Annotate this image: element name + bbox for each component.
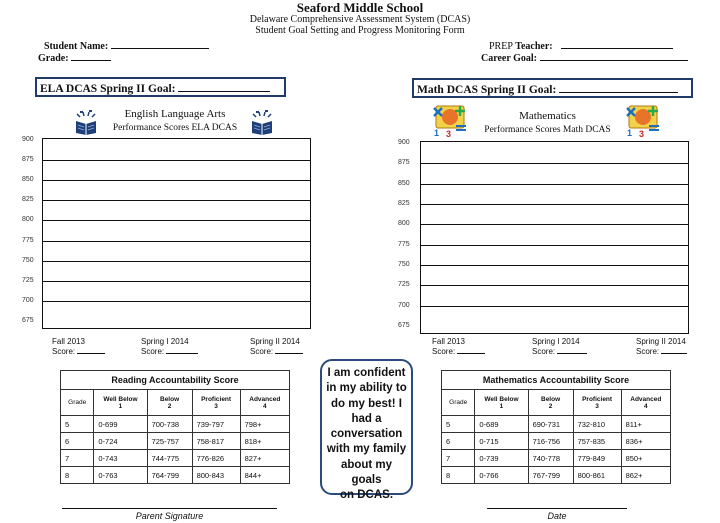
- score-field[interactable]: [557, 346, 587, 354]
- score-cell: 725-757: [147, 433, 192, 450]
- ela-goal-label: ELA DCAS Spring II Goal:: [40, 83, 176, 95]
- gridline: [42, 261, 311, 262]
- gridline: [420, 265, 689, 266]
- score-cell: 0-715: [475, 433, 528, 450]
- ela-season-spring1: [141, 337, 198, 356]
- y-tick-label: 825: [22, 196, 34, 204]
- pledge-line: I am confident: [327, 367, 406, 379]
- gridline: [42, 160, 311, 161]
- grade-cell: 8: [61, 467, 94, 484]
- teacher-label: Teacher:: [515, 41, 553, 52]
- season-label: Spring I 2014: [141, 337, 189, 346]
- math-season-fall: [432, 337, 485, 356]
- gridline: [42, 301, 311, 302]
- math-accountability-table: [441, 370, 671, 484]
- score-cell: 827+: [240, 450, 289, 467]
- reading-table-title: Reading Accountability Score: [61, 371, 290, 390]
- score-label: Score:: [532, 347, 556, 356]
- score-row: [141, 346, 198, 356]
- math-season-spring1: [532, 337, 587, 356]
- svg-text:1: 1: [434, 128, 440, 138]
- math-numbers-icon-right: [625, 104, 661, 138]
- score-cell: 740-778: [528, 450, 573, 467]
- col-header-grade: Grade: [442, 390, 475, 416]
- score-cell: 0-743: [94, 450, 147, 467]
- table-row: [442, 450, 671, 467]
- ela-subject-title: English Language Arts: [124, 108, 226, 120]
- career-goal-field[interactable]: [540, 51, 688, 61]
- pledge-line: about my goals: [340, 458, 393, 487]
- score-cell: 0-763: [94, 467, 147, 484]
- score-row: [432, 346, 485, 356]
- y-tick-label: 700: [398, 301, 410, 309]
- table-row: [61, 416, 290, 433]
- score-cell: 811+: [621, 416, 670, 433]
- score-cell: 862+: [621, 467, 670, 484]
- gridline: [420, 306, 689, 307]
- score-cell: 758-817: [192, 433, 240, 450]
- grade-field[interactable]: [71, 51, 111, 61]
- grade-cell: 8: [442, 467, 475, 484]
- y-tick-label: 850: [398, 179, 410, 187]
- score-cell: 0-739: [475, 450, 528, 467]
- y-tick-label: 725: [398, 281, 410, 289]
- svg-text:3: 3: [446, 129, 452, 138]
- y-tick-label: 775: [398, 240, 410, 248]
- table-row: [61, 433, 290, 450]
- gridline: [42, 180, 311, 181]
- math-table-title: Mathematics Accountability Score: [442, 371, 671, 390]
- math-subject-title: Mathematics: [519, 110, 576, 122]
- score-cell: 700-738: [147, 416, 192, 433]
- y-tick-label: 900: [22, 136, 34, 143]
- gridline: [42, 281, 311, 282]
- gridline: [420, 245, 689, 246]
- pledge-line: do my best! I: [331, 397, 402, 410]
- math-goal-box: [412, 78, 693, 98]
- score-row: [52, 346, 105, 356]
- col-header-below: Below 2: [147, 390, 192, 416]
- gridline: [42, 241, 311, 242]
- book-icon: [74, 108, 98, 136]
- date-line[interactable]: [487, 508, 627, 509]
- school-title: Seaford Middle School: [296, 0, 424, 15]
- col-header-proficient: Proficient 3: [573, 390, 621, 416]
- svg-text:1: 1: [627, 128, 633, 138]
- score-label: Score:: [636, 347, 660, 356]
- pledge-line: with my family: [326, 443, 407, 456]
- season-label: Fall 2013: [432, 337, 465, 346]
- y-tick-label: 675: [22, 316, 34, 324]
- y-tick-label: 750: [22, 256, 34, 264]
- parent-signature-label: Parent Signature: [135, 511, 204, 521]
- score-row: [250, 346, 303, 356]
- grade-cell: 7: [442, 450, 475, 467]
- grade-cell: 5: [61, 416, 94, 433]
- score-cell: 0-724: [94, 433, 147, 450]
- score-field[interactable]: [457, 346, 485, 354]
- score-field[interactable]: [275, 346, 303, 354]
- y-tick-label: 750: [398, 260, 410, 268]
- prep-label: PREP: [489, 41, 513, 52]
- grade-cell: 7: [61, 450, 94, 467]
- score-cell: 0-766: [475, 467, 528, 484]
- math-chart-title: Performance Scores Math DCAS: [484, 125, 611, 135]
- y-tick-label: 800: [22, 216, 34, 224]
- season-label: Spring II 2014: [636, 337, 686, 346]
- score-cell: 690-731: [528, 416, 573, 433]
- score-row: [636, 346, 687, 356]
- score-field[interactable]: [77, 346, 105, 354]
- career-goal-label: Career Goal:: [481, 53, 538, 64]
- score-cell: 850+: [621, 450, 670, 467]
- grade-cell: 5: [442, 416, 475, 433]
- math-goal-label: Math DCAS Spring II Goal:: [417, 84, 557, 96]
- score-label: Score:: [52, 347, 76, 356]
- score-cell: 0-699: [94, 416, 147, 433]
- table-row: [442, 416, 671, 433]
- score-cell: 739-797: [192, 416, 240, 433]
- y-tick-label: 775: [22, 236, 34, 244]
- ela-season-fall: [52, 337, 105, 356]
- table-row: [442, 467, 671, 484]
- gridline: [420, 224, 689, 225]
- score-cell: 767-799: [528, 467, 573, 484]
- gridline: [42, 220, 311, 221]
- reading-accountability-table: [60, 370, 290, 484]
- y-tick-label: 825: [398, 199, 410, 207]
- math-numbers-icon: [432, 104, 468, 138]
- score-row: [532, 346, 587, 356]
- col-header-grade: Grade: [61, 390, 94, 416]
- form-subtitle: Student Goal Setting and Progress Monitoring Form: [255, 25, 465, 36]
- y-tick-label: 875: [398, 159, 410, 167]
- y-tick-label: 725: [22, 276, 34, 284]
- score-cell: 744-775: [147, 450, 192, 467]
- score-field[interactable]: [166, 346, 198, 354]
- grade-cell: 6: [442, 433, 475, 450]
- pledge-line: in my ability to: [326, 382, 407, 395]
- ela-book-icon-left: [74, 108, 98, 136]
- grade-row: [38, 51, 111, 64]
- student-name-label: Student Name:: [44, 41, 109, 52]
- col-header-below: Below 2: [528, 390, 573, 416]
- table-row: [442, 433, 671, 450]
- svg-text:3: 3: [639, 129, 645, 138]
- score-cell: 798+: [240, 416, 289, 433]
- book-icon: [250, 108, 274, 136]
- gridline: [420, 204, 689, 205]
- grade-cell: 6: [61, 433, 94, 450]
- gridline: [420, 163, 689, 164]
- col-header-advanced: Advanced 4: [621, 390, 670, 416]
- score-cell: 716-756: [528, 433, 573, 450]
- table-row: [61, 450, 290, 467]
- pledge-line: on DCAS.: [339, 489, 394, 502]
- assessment-title: Delaware Comprehensive Assessment System (DCAS): [249, 14, 471, 25]
- table-row: [61, 467, 290, 484]
- score-cell: 732-810: [573, 416, 621, 433]
- gridline: [42, 200, 311, 201]
- score-label: Score:: [250, 347, 274, 356]
- gridline: [420, 285, 689, 286]
- y-tick-label: 850: [22, 176, 34, 184]
- score-cell: 800-843: [192, 467, 240, 484]
- score-cell: 836+: [621, 433, 670, 450]
- score-cell: 764-799: [147, 467, 192, 484]
- score-cell: 844+: [240, 467, 289, 484]
- ela-chart-title: Performance Scores ELA DCAS: [112, 123, 238, 133]
- col-header-well-below: Well Below 1: [475, 390, 528, 416]
- math-goal-field[interactable]: [559, 82, 678, 93]
- ela-season-spring2: [250, 337, 303, 356]
- score-label: Score:: [141, 347, 165, 356]
- score-cell: 779-849: [573, 450, 621, 467]
- score-cell: 818+: [240, 433, 289, 450]
- y-tick-label: 875: [22, 156, 34, 164]
- score-field[interactable]: [661, 346, 687, 354]
- parent-signature-line[interactable]: [62, 508, 277, 509]
- y-tick-label: 675: [398, 321, 410, 329]
- ela-book-icon-right: [250, 108, 274, 136]
- pledge-line: had a: [351, 412, 382, 425]
- math-numbers-icon-left: [432, 104, 468, 138]
- season-label: Fall 2013: [52, 337, 85, 346]
- score-cell: 800-861: [573, 467, 621, 484]
- gridline: [420, 184, 689, 185]
- career-goal-row: [481, 51, 688, 64]
- student-name-field[interactable]: [111, 39, 209, 49]
- math-season-spring2: [636, 337, 687, 356]
- y-tick-label: 800: [398, 220, 410, 228]
- teacher-field[interactable]: [561, 39, 673, 49]
- y-tick-label: 900: [398, 139, 410, 146]
- ela-goal-box: [35, 77, 286, 97]
- y-tick-label: 700: [22, 296, 34, 304]
- season-label: Spring I 2014: [532, 337, 580, 346]
- math-numbers-icon: [625, 104, 661, 138]
- family-pledge-box: [320, 359, 413, 502]
- score-label: Score:: [432, 347, 456, 356]
- col-header-advanced: Advanced 4: [240, 390, 289, 416]
- season-label: Spring II 2014: [250, 337, 300, 346]
- score-cell: 776-826: [192, 450, 240, 467]
- col-header-proficient: Proficient 3: [192, 390, 240, 416]
- score-cell: 0-689: [475, 416, 528, 433]
- score-cell: 757-835: [573, 433, 621, 450]
- col-header-well-below: Well Below 1: [94, 390, 147, 416]
- pledge-line: conversation: [330, 428, 403, 441]
- date-label: Date: [547, 511, 567, 521]
- ela-goal-field[interactable]: [178, 81, 270, 92]
- grade-label: Grade:: [38, 53, 69, 64]
